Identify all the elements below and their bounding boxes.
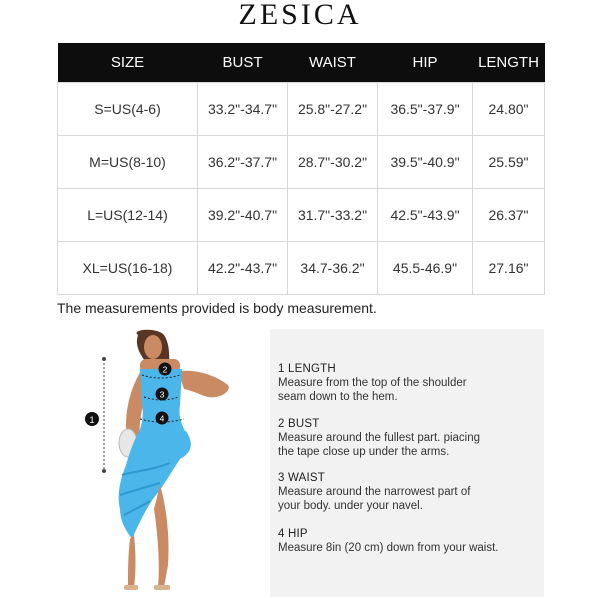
cell-bust: 36.2"-37.7" (198, 136, 288, 189)
header-hip: HIP (378, 43, 473, 83)
model-leg-left (128, 535, 136, 587)
cell-size: XL=US(16-18) (58, 242, 198, 295)
instruction-line: Measure around the fullest part. piacing (278, 432, 481, 444)
instruction-waist (278, 471, 470, 513)
cell-length: 27.16" (473, 242, 545, 295)
instruction-title: 3 WAIST (278, 472, 325, 484)
header-waist: WAIST (288, 43, 378, 83)
table-header-row (58, 43, 545, 83)
cell-length: 24.80" (473, 83, 545, 136)
header-bust: BUST (198, 43, 288, 83)
marker-hip-label: 4 (159, 413, 165, 424)
instruction-line: Measure 8in (20 cm) down from your waist. (278, 542, 499, 554)
model-shoe-right (154, 585, 170, 590)
marker-length-label: 1 (89, 415, 95, 425)
cell-size: L=US(12-14) (58, 189, 198, 242)
cell-hip: 39.5"-40.9" (378, 136, 473, 189)
marker-waist-label: 3 (159, 389, 165, 400)
brand-logo: ZESICA (238, 0, 362, 31)
cell-hip: 45.5-46.9" (378, 242, 473, 295)
marker-bust-icon (159, 363, 172, 376)
instruction-bust (278, 417, 480, 459)
instruction-title: 1 LENGTH (278, 363, 336, 375)
measurement-note: The measurements provided is body measurement. (57, 300, 377, 316)
table-row (58, 242, 545, 295)
cell-hip: 42.5"-43.9" (378, 189, 473, 242)
instruction-title: 4 HIP (278, 528, 308, 540)
cell-hip: 36.5"-37.9" (378, 83, 473, 136)
instruction-line: the tape close up under the arms. (278, 446, 450, 458)
model-arm-right (178, 371, 229, 398)
model-shoe-left (124, 585, 138, 590)
cell-length: 25.59" (473, 136, 545, 189)
table-row (58, 83, 545, 136)
cell-bust: 42.2"-43.7" (198, 242, 288, 295)
model-figure (60, 325, 270, 600)
marker-bust-label: 2 (162, 364, 168, 375)
cell-length: 26.37" (473, 189, 545, 242)
instructions-panel (270, 329, 544, 597)
marker-waist-icon (156, 388, 169, 401)
instruction-line: Measure around the narrowest part of (278, 486, 471, 498)
cell-waist: 28.7"-30.2" (288, 136, 378, 189)
cell-waist: 34.7-36.2" (288, 242, 378, 295)
header-size: SIZE (58, 43, 198, 83)
instruction-line: seam down to the hem. (278, 391, 398, 403)
instruction-line: Measure from the top of the shoulder (278, 377, 467, 389)
instruction-length (278, 362, 467, 404)
cell-bust: 33.2"-34.7" (198, 83, 288, 136)
header-length: LENGTH (473, 43, 545, 83)
length-line-bottom-dot (102, 469, 106, 473)
size-chart-table (57, 43, 545, 295)
table-row (58, 189, 545, 242)
marker-length-icon (85, 412, 99, 426)
instruction-title: 2 BUST (278, 418, 320, 430)
instruction-hip (278, 527, 499, 555)
table-row (58, 136, 545, 189)
length-line-top-dot (102, 357, 106, 361)
dress-bodice (138, 369, 186, 435)
marker-hip-icon (156, 412, 169, 425)
model-face (144, 335, 162, 359)
cell-size: M=US(8-10) (58, 136, 198, 189)
instruction-line: your body. under your navel. (278, 500, 423, 512)
model-leg-right (154, 485, 169, 587)
cell-waist: 31.7"-33.2" (288, 189, 378, 242)
cell-waist: 25.8"-27.2" (288, 83, 378, 136)
cell-size: S=US(4-6) (58, 83, 198, 136)
cell-bust: 39.2"-40.7" (198, 189, 288, 242)
